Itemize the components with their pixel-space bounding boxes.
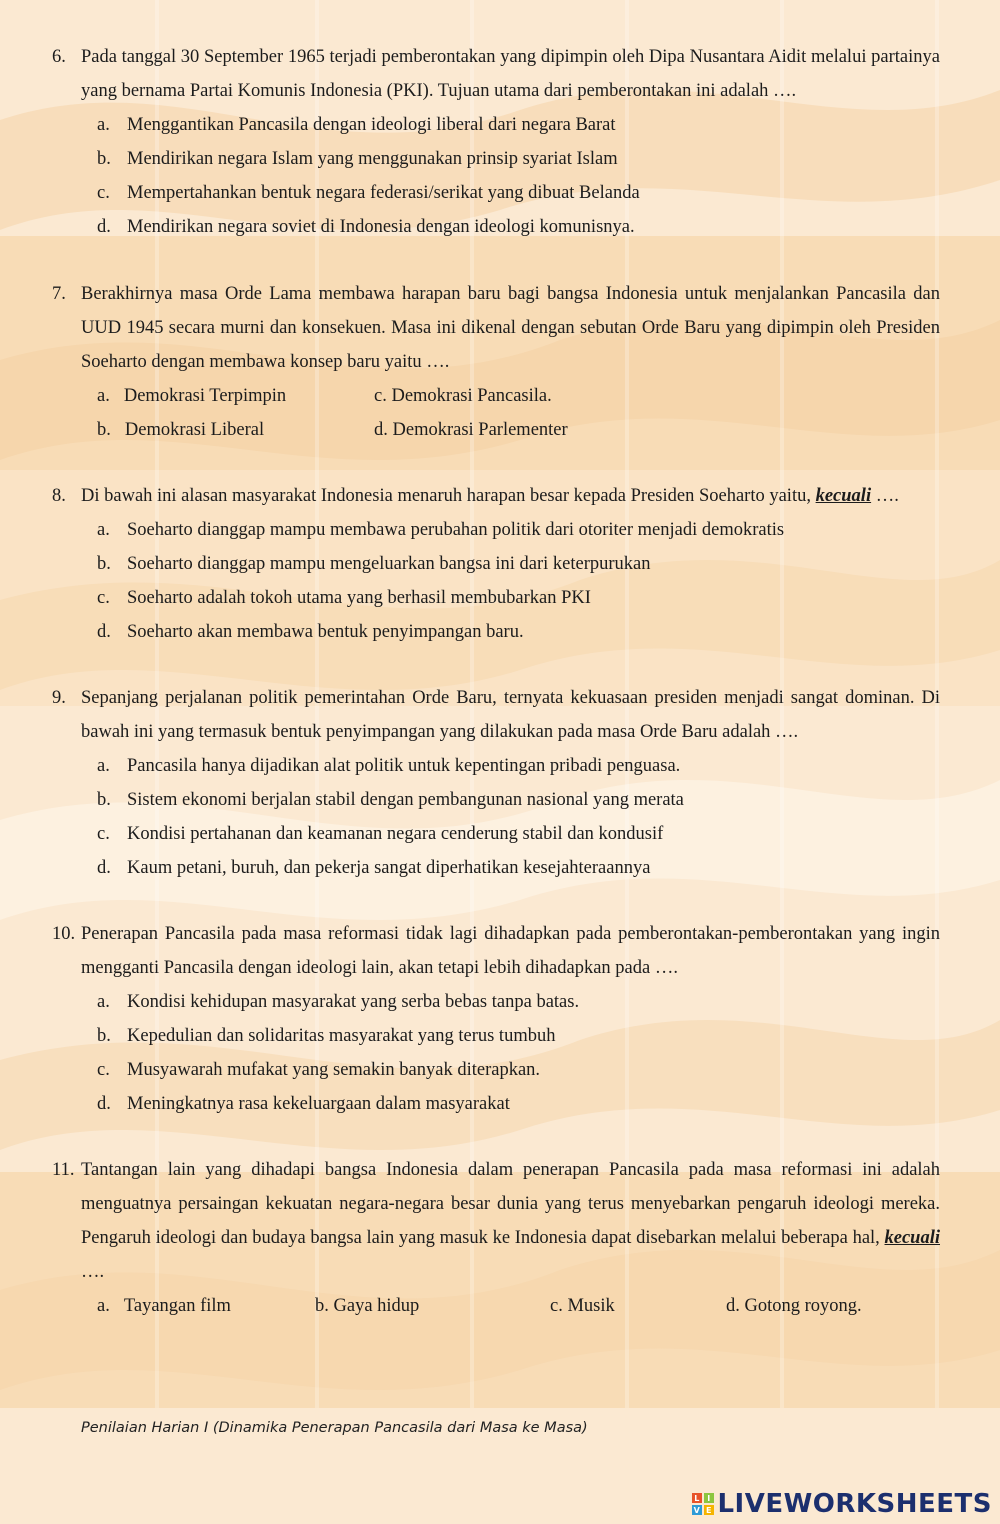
option-letter: a. bbox=[97, 520, 110, 540]
option-text: Soeharto dianggap mampu mengeluarkan bangsa ini dari keterpurukan bbox=[127, 554, 651, 574]
option-a[interactable] bbox=[52, 108, 940, 142]
option-text: Musyawarah mufakat yang semakin banyak diterapkan. bbox=[127, 1060, 541, 1080]
question-6 bbox=[52, 40, 940, 244]
option-a[interactable] bbox=[97, 379, 286, 413]
question-stem bbox=[52, 40, 940, 108]
question-8 bbox=[52, 479, 940, 649]
option-text: Mendirikan negara Islam yang menggunakan prinsip syariat Islam bbox=[127, 149, 618, 169]
option-c[interactable]: c. Musik bbox=[550, 1296, 615, 1316]
liveworksheets-brand[interactable] bbox=[692, 1486, 992, 1522]
option-text: Sistem ekonomi berjalan stabil dengan pembangunan nasional yang merata bbox=[127, 790, 684, 810]
option-letter: d. bbox=[97, 858, 111, 878]
option-letter: b. bbox=[97, 420, 111, 440]
emphasis-kecuali: kecuali bbox=[815, 486, 872, 506]
option-letter: b. bbox=[97, 1026, 111, 1046]
option-b[interactable] bbox=[97, 413, 264, 447]
option-letter: a. bbox=[97, 115, 110, 135]
option-text: Menggantikan Pancasila dengan ideologi liberal dari negara Barat bbox=[127, 115, 616, 135]
option-b[interactable]: b. Gaya hidup bbox=[315, 1296, 420, 1316]
question-stem bbox=[52, 1153, 940, 1289]
option-letter: a. bbox=[97, 992, 110, 1012]
question-number: 11. bbox=[52, 1160, 75, 1180]
option-text: Kondisi kehidupan masyarakat yang serba bebas tanpa batas. bbox=[127, 992, 580, 1012]
option-text: Soeharto adalah tokoh utama yang berhasil membubarkan PKI bbox=[127, 588, 591, 608]
question-stem bbox=[52, 681, 940, 749]
option-letter: d. bbox=[97, 217, 111, 237]
question-number: 9. bbox=[52, 688, 66, 708]
option-d[interactable] bbox=[52, 851, 940, 885]
option-a[interactable] bbox=[97, 1289, 231, 1323]
option-text: Soeharto akan membawa bentuk penyimpangan baru. bbox=[127, 622, 524, 642]
option-b[interactable] bbox=[52, 783, 940, 817]
option-letter: c. bbox=[97, 1060, 110, 1080]
question-stem bbox=[52, 479, 940, 513]
option-d[interactable] bbox=[52, 210, 940, 244]
option-c[interactable]: c. Demokrasi Pancasila. bbox=[374, 386, 552, 406]
footer-caption: Penilaian Harian I (Dinamika Penerapan Pancasila dari Masa ke Masa) bbox=[81, 1420, 588, 1436]
question-text: Sepanjang perjalanan politik pemerintahan Orde Baru, ternyata kekuasaan presiden menjadi sangat dominan. Di bawah ini yang termasuk bentuk penyimpangan yang dilakukan pada masa Orde Baru adalah …. bbox=[81, 688, 940, 742]
option-row bbox=[52, 1289, 940, 1323]
logo-letter: I bbox=[707, 1494, 712, 1503]
option-text: Mempertahankan bentuk negara federasi/serikat yang dibuat Belanda bbox=[127, 183, 640, 203]
logo-letter: V bbox=[694, 1506, 701, 1515]
question-stem bbox=[52, 917, 940, 985]
option-letter: c. bbox=[97, 824, 110, 844]
question-9 bbox=[52, 681, 940, 885]
logo-letter: E bbox=[706, 1506, 713, 1515]
option-letter: d. bbox=[97, 1094, 111, 1114]
option-b[interactable] bbox=[52, 547, 940, 581]
question-number: 10. bbox=[52, 924, 76, 944]
option-b[interactable] bbox=[52, 142, 940, 176]
question-text: Penerapan Pancasila pada masa reformasi tidak lagi dihadapkan pada pemberontakan-pemberontakan yang ingin mengganti Pancasila dengan ideologi lain, akan tetapi lebih dihadapkan pada …. bbox=[81, 924, 940, 978]
option-d[interactable]: d. Gotong royong. bbox=[726, 1296, 862, 1316]
question-7 bbox=[52, 277, 940, 447]
option-text: Soeharto dianggap mampu membawa perubahan politik dari otoriter menjadi demokratis bbox=[127, 520, 785, 540]
option-c[interactable] bbox=[52, 176, 940, 210]
option-row bbox=[52, 413, 940, 447]
option-d[interactable] bbox=[52, 1087, 940, 1121]
brand-name: LIVEWORKSHEETS bbox=[717, 1489, 992, 1519]
option-text: Kepedulian dan solidaritas masyarakat yang terus tumbuh bbox=[127, 1026, 556, 1046]
option-letter: d. bbox=[97, 622, 111, 642]
question-number: 8. bbox=[52, 486, 66, 506]
option-c[interactable] bbox=[52, 1053, 940, 1087]
option-letter: a. bbox=[97, 386, 110, 406]
question-10 bbox=[52, 917, 940, 1121]
question-text: Pada tanggal 30 September 1965 terjadi pemberontakan yang dipimpin oleh Dipa Nusantara Aidit melalui partainya yang bernama Partai Komunis Indonesia (PKI). Tujuan utama dari pemberontakan ini adalah …. bbox=[81, 47, 940, 101]
option-c[interactable] bbox=[52, 817, 940, 851]
option-letter: c. bbox=[97, 183, 110, 203]
question-text-end: …. bbox=[871, 486, 899, 506]
option-text: Mendirikan negara soviet di Indonesia dengan ideologi komunisnya. bbox=[127, 217, 635, 237]
option-a[interactable] bbox=[52, 513, 940, 547]
option-letter: a. bbox=[97, 756, 110, 776]
emphasis-kecuali: kecuali bbox=[884, 1228, 940, 1248]
option-text: Pancasila hanya dijadikan alat politik untuk kepentingan pribadi penguasa. bbox=[127, 756, 681, 776]
option-text: Kondisi pertahanan dan keamanan negara cenderung stabil dan kondusif bbox=[127, 824, 664, 844]
question-number: 6. bbox=[52, 47, 66, 67]
question-text-end: …. bbox=[81, 1262, 105, 1282]
question-text: Tantangan lain yang dihadapi bangsa Indonesia dalam penerapan Pancasila pada masa reformasi ini adalah menguatnya persaingan kekuatan negara-negara besar dunia yang terus menyebarkan pengaruh ideologi mereka. Pengaruh ideologi dan budaya bangsa lain yang masuk ke Indonesia dapat disebarkan melalui beberapa hal, bbox=[81, 1160, 940, 1248]
logo-letter: L bbox=[694, 1494, 701, 1503]
option-row bbox=[52, 379, 940, 413]
question-number: 7. bbox=[52, 284, 66, 304]
option-text: Kaum petani, buruh, dan pekerja sangat diperhatikan kesejahteraannya bbox=[127, 858, 651, 878]
option-text: Demokrasi Terpimpin bbox=[123, 386, 287, 406]
option-text: Demokrasi Liberal bbox=[124, 420, 265, 440]
question-text: Di bawah ini alasan masyarakat Indonesia menaruh harapan besar kepada Presiden Soeharto yaitu, bbox=[81, 486, 816, 506]
option-d[interactable]: d. Demokrasi Parlementer bbox=[374, 420, 568, 440]
option-letter: b. bbox=[97, 149, 111, 169]
option-text: Tayangan film bbox=[123, 1296, 231, 1316]
option-a[interactable] bbox=[52, 749, 940, 783]
question-stem bbox=[52, 277, 940, 379]
option-letter: b. bbox=[97, 554, 111, 574]
option-letter: a. bbox=[97, 1296, 110, 1316]
option-a[interactable] bbox=[52, 985, 940, 1019]
option-text: Meningkatnya rasa kekeluargaan dalam masyarakat bbox=[127, 1094, 510, 1114]
question-11 bbox=[52, 1153, 940, 1323]
liveworksheets-logo-icon bbox=[692, 1493, 714, 1515]
option-d[interactable] bbox=[52, 615, 940, 649]
option-letter: c. bbox=[97, 588, 110, 608]
option-c[interactable] bbox=[52, 581, 940, 615]
question-text: Berakhirnya masa Orde Lama membawa harapan baru bagi bangsa Indonesia untuk menjalankan Pancasila dan UUD 1945 secara murni dan konsekuen. Masa ini dikenal dengan sebutan Orde Baru yang dipimpin oleh Presiden Soeharto dengan membawa konsep baru yaitu …. bbox=[81, 284, 940, 372]
option-b[interactable] bbox=[52, 1019, 940, 1053]
option-letter: b. bbox=[97, 790, 111, 810]
